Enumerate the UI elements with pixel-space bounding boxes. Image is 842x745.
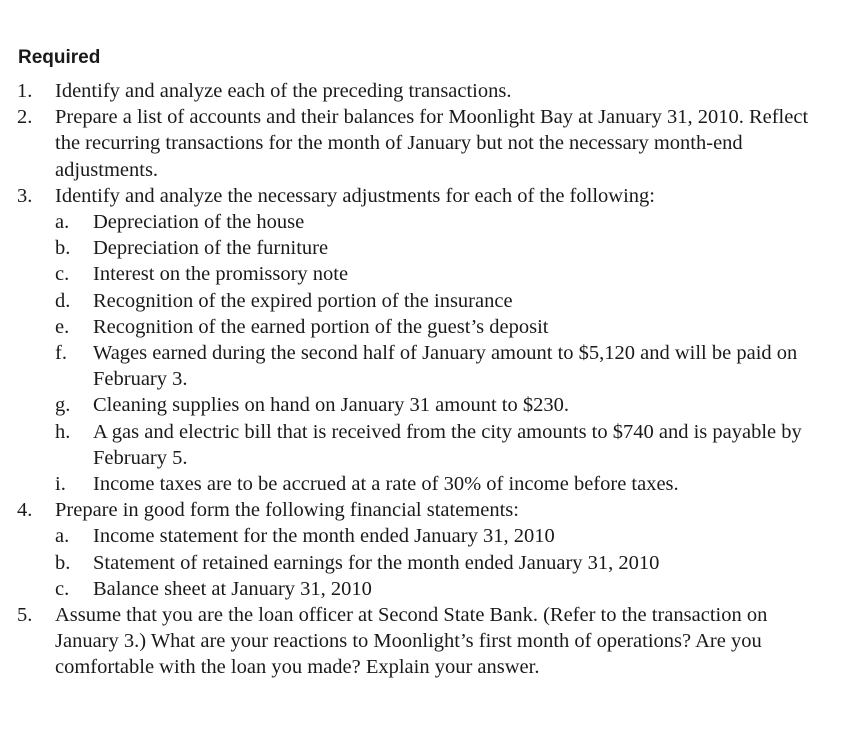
sub-item-text: Depreciation of the furniture xyxy=(93,237,329,260)
sub-item-letter: h. xyxy=(55,420,71,443)
sub-item-3d xyxy=(0,288,835,314)
sub-item-3a xyxy=(0,209,835,235)
sub-item-3c xyxy=(0,261,835,287)
item-text: Identify and analyze each of the preceding transactions. xyxy=(55,80,512,102)
item-text: Prepare in good form the following financial statements: xyxy=(55,499,519,522)
sub-item-3e xyxy=(0,314,835,340)
sub-item-letter: d. xyxy=(55,289,71,312)
list-item-1 xyxy=(0,78,835,104)
sub-item-letter: a. xyxy=(55,525,70,548)
sub-item-4b xyxy=(0,550,835,576)
list-item-4 xyxy=(0,497,835,523)
requirements-list xyxy=(0,78,842,681)
item-text: Assume that you are the loan officer at Second State Bank. (Refer to the transaction on January 3.) What are your reactions to Moonlight’s first month of operations? Are you comfortable with the loan you made? Explain your answer. xyxy=(55,604,768,679)
sub-item-4a xyxy=(0,523,835,549)
list-item-3 xyxy=(0,183,835,209)
sub-item-letter: e. xyxy=(55,315,70,338)
sub-item-text: Depreciation of the house xyxy=(93,211,305,234)
sub-item-text: Wages earned during the second half of January amount to $5,120 and will be paid on February 3. xyxy=(93,342,798,391)
sub-item-text: A gas and electric bill that is received from the city amounts to $740 and is payable by February 5. xyxy=(93,420,802,469)
item-number: 1. xyxy=(17,80,33,102)
sub-item-letter: c. xyxy=(55,577,70,600)
sub-item-letter: c. xyxy=(55,263,70,286)
sub-item-3g xyxy=(0,392,835,418)
sub-item-text: Statement of retained earnings for the month ended January 31, 2010 xyxy=(93,551,660,574)
sub-item-text: Recognition of the earned portion of the guest’s deposit xyxy=(93,315,549,338)
section-heading: Required xyxy=(18,47,101,68)
sub-item-letter: i. xyxy=(55,473,66,496)
sub-item-text: Interest on the promissory note xyxy=(93,263,349,286)
sub-item-3f xyxy=(0,340,835,392)
item-number: 2. xyxy=(17,106,33,129)
item-text: Identify and analyze the necessary adjustments for each of the following: xyxy=(55,184,655,207)
list-item-5 xyxy=(0,602,835,681)
sub-item-text: Income statement for the month ended January 31, 2010 xyxy=(93,525,555,548)
sub-item-3i xyxy=(0,471,835,497)
sub-item-text: Cleaning supplies on hand on January 31 amount to $230. xyxy=(93,394,569,417)
item-text: Prepare a list of accounts and their balances for Moonlight Bay at January 31, 2010. Reflect the recurring transactions for the month of January but not the necessary month-end adjustments. xyxy=(55,106,809,181)
sub-item-letter: b. xyxy=(55,551,71,574)
item-number: 4. xyxy=(17,499,33,522)
sub-item-4c xyxy=(0,576,835,602)
sub-item-letter: g. xyxy=(55,394,71,417)
sub-item-text: Recognition of the expired portion of the insurance xyxy=(93,289,513,312)
item-number: 3. xyxy=(17,184,33,207)
sub-item-letter: b. xyxy=(55,237,71,260)
list-item-2 xyxy=(0,104,835,183)
sub-item-3b xyxy=(0,235,835,261)
sub-item-text: Balance sheet at January 31, 2010 xyxy=(93,577,372,600)
sub-item-text: Income taxes are to be accrued at a rate of 30% of income before taxes. xyxy=(93,473,679,496)
item-number: 5. xyxy=(17,604,33,627)
sub-item-3h xyxy=(0,419,835,471)
sub-item-letter: f. xyxy=(55,342,67,365)
sub-item-letter: a. xyxy=(55,211,70,234)
